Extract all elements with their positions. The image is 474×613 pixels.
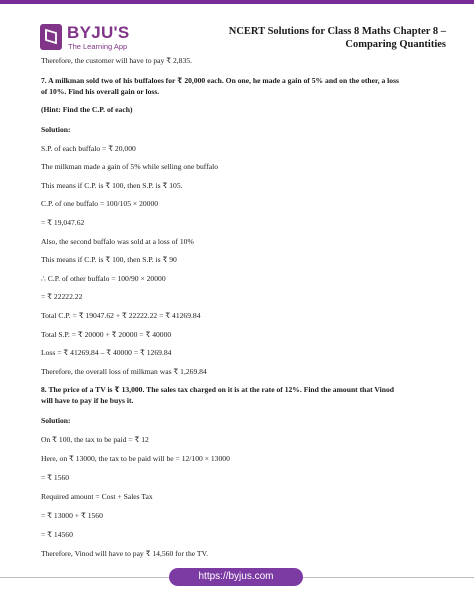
text-line: Therefore, Vinod will have to pay ₹ 14,560 for the TV. [41, 549, 208, 558]
text-line: Therefore, the overall loss of milkman was ₹ 1,269.84 [41, 367, 207, 376]
text-line: Loss = ₹ 41269.84 – ₹ 40000 = ₹ 1269.84 [41, 348, 172, 357]
text-line: Total S.P. = ₹ 20000 + ₹ 20000 = ₹ 40000 [41, 330, 172, 339]
solution-heading: Solution: [41, 416, 71, 425]
text-line: = ₹ 1560 [41, 473, 70, 482]
logo-icon [40, 24, 62, 50]
page-title [229, 25, 446, 51]
logo-tagline: The Learning App [68, 42, 128, 51]
text-line: = ₹ 19,047.62 [41, 218, 85, 227]
text-line: = ₹ 14560 [41, 530, 73, 539]
page-title-line-2: Comparing Quantities [345, 39, 446, 50]
footer-url-link[interactable]: https://byjus.com [169, 568, 303, 586]
text-line: Also, the second buffalo was sold at a loss of 10% [41, 237, 194, 246]
text-line: ∴ C.P. of other buffalo = 100/90 × 20000 [41, 274, 166, 283]
text-line: Total C.P. = ₹ 19047.62 + ₹ 22222.22 = ₹ 41269.84 [41, 311, 201, 320]
byjus-logo [40, 24, 152, 54]
page-title-line-1: NCERT Solutions for Class 8 Maths Chapter 8 – [228, 26, 446, 37]
question-7-cont: of 10%. Find his overall gain or loss. [41, 87, 160, 96]
text-line: The milkman made a gain of 5% while selling one buffalo [41, 162, 218, 171]
text-line: On ₹ 100, the tax to be paid = ₹ 12 [41, 435, 149, 444]
text-line: C.P. of one buffalo = 100/105 × 20000 [41, 199, 159, 208]
text-line: This means if C.P. is ₹ 100, then S.P. is ₹ 90 [41, 255, 177, 264]
text-line: Therefore, the customer will have to pay ₹ 2,835. [41, 56, 192, 65]
question-7: 7. A milkman sold two of his buffaloes for ₹ 20,000 each. On one, he made a gain of 5% and on the other, a loss [41, 76, 400, 85]
text-line: = ₹ 13000 + ₹ 1560 [41, 511, 103, 520]
text-line: S.P. of each buffalo = ₹ 20,000 [41, 144, 136, 153]
question-8-cont: will have to pay if he buys it. [41, 396, 134, 405]
hint-line: (Hint: Find the C.P. of each) [41, 105, 133, 114]
solution-heading: Solution: [41, 125, 71, 134]
top-accent-bar [0, 0, 474, 4]
text-line: = ₹ 22222.22 [41, 292, 83, 301]
question-8: 8. The price of a TV is ₹ 13,000. The sales tax charged on it is at the rate of 12%. Find the amount that Vinod [41, 385, 394, 394]
logo-name: BYJU'S [67, 23, 130, 42]
text-line: Required amount = Cost + Sales Tax [41, 492, 153, 501]
text-line: Here, on ₹ 13000, the tax to be paid will be = 12/100 × 13000 [41, 454, 230, 463]
text-line: This means if C.P. is ₹ 100, then S.P. is ₹ 105. [41, 181, 183, 190]
